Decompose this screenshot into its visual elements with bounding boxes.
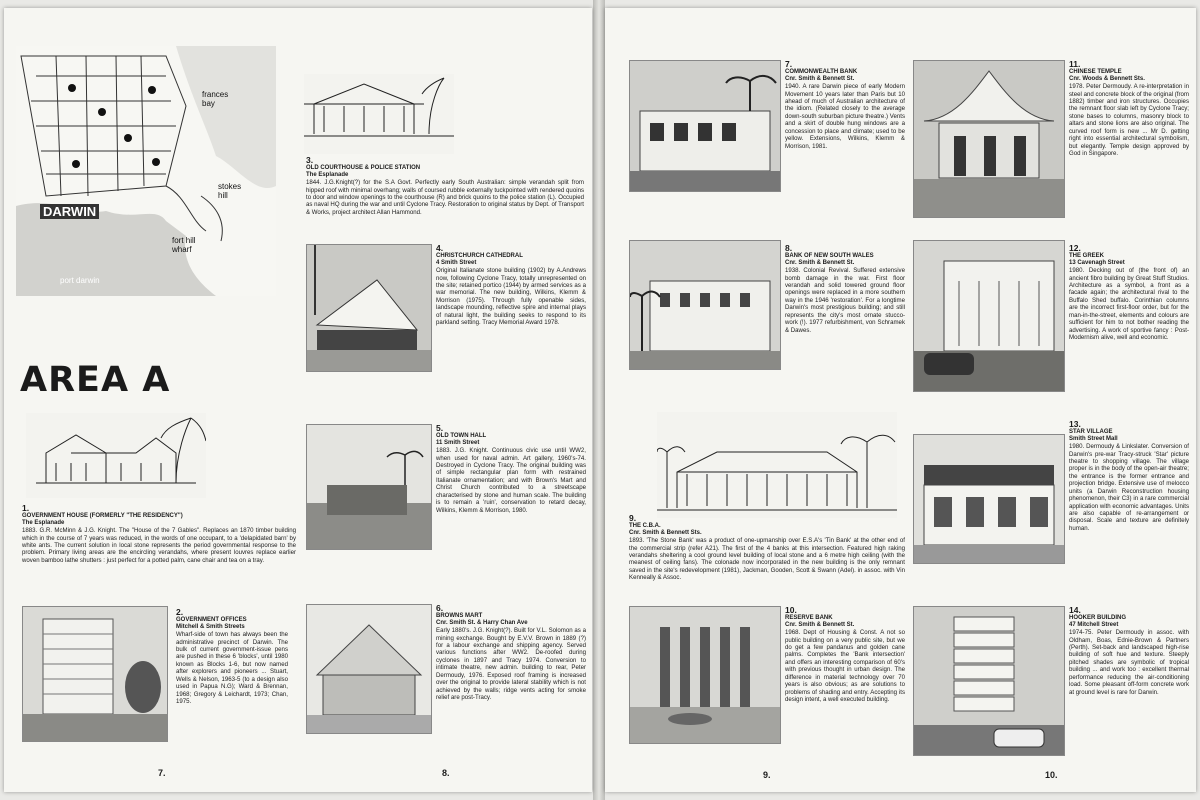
entry-address: Cnr. Smith & Bennett St. <box>785 259 855 266</box>
page-number-10: 10. <box>1045 770 1058 780</box>
entry-7 <box>785 60 905 150</box>
entry-title: GOVERNMENT OFFICES <box>176 616 247 623</box>
entry-address: 4 Smith Street <box>436 259 477 266</box>
entry-number: 12. <box>1069 243 1081 253</box>
page-number-8: 8. <box>442 768 450 778</box>
entry-body: Original Italianate stone building (1902) by A.Andrews now, following Cyclone Tracy, totally unrepresented on the site; retained portico (1944) by armed services as a war memorial. The new building, Wilkins, Klemm & Morrison (1975). Through fully openable sides, landscape mounding, reflective spire and internal plays of natural light, the building seeks to respond to its parkland setting. Tracy Memorial Award 1978. <box>436 267 586 327</box>
entry-8 <box>785 244 905 334</box>
entry-number: 11. <box>1069 59 1081 69</box>
entry-title: THE GREEK <box>1069 252 1105 259</box>
entry-number: 6. <box>436 603 444 613</box>
entry-body: Wharf-side of town has always been the administrative precinct of Darwin. The bulk of current government-issue pens are pushed in these 6 'blocks', until 1980 known as Blocks 1-6, but now named after explorers and pioneers ... Stuart, Wells & Nelson, 1963-5 (to a design also used in Papua N.G); Ward & Brennan, 1968; Gregory & Leichardt, 1973; Chan, 1975. <box>176 631 288 705</box>
photo-old-town-hall <box>306 424 432 550</box>
photo-browns-mart <box>306 604 432 734</box>
page-number-7: 7. <box>158 768 166 778</box>
area-title: AREA A <box>20 360 171 400</box>
entry-number: 10. <box>785 605 797 615</box>
entry-5 <box>436 424 586 514</box>
entry-number: 2. <box>176 607 184 617</box>
entry-12 <box>1069 244 1189 341</box>
entry-address: Cnr. Smith & Bennett St. <box>785 75 855 82</box>
left-page <box>4 8 592 792</box>
entry-title: COMMONWEALTH BANK <box>785 68 858 75</box>
entry-body: 1978. Peter Dermoudy. A re-interpretation in steel and concrete block of the original (from 1882) timber and iron structures. Occupies the remnant floor slab left by Cyclone Tracy; stone bases to columns, masonry block to altars and stone lions are also original. The curved roof form is new ... Mr D. getting right into essential architectural symbolism, but elegantly. Temple design approved by God in Singapore. <box>1069 83 1189 157</box>
entry-number: 9. <box>629 513 637 523</box>
entry-title: GOVERNMENT HOUSE (FORMERLY "THE RESIDENCY") <box>22 512 183 519</box>
photo-star-village <box>913 434 1065 564</box>
entry-number: 4. <box>436 243 444 253</box>
entry-body: Early 1880's. J.G. Knight(?). Built for V.L. Solomon as a mining exchange. Bought by E.V.V. Brown in 1889 (?) for a labour exchange and shipping agency. Served various functions after WW2. De-roofed during cyclones in 1897 and Tracy 1974. Conversion to intimate theatre, new admin. building to rear, Peter Dermoudy, 1976. Exposed roof framing is increased over the original to provide lateral stability which is not achieved by the walls; ridge vents acting for smoke relief are post-Tracy. <box>436 627 586 701</box>
entry-body: 1968. Dept of Housing & Const. A not so public building on a very public site, but we do get a few pandanus and golden cane palms. Completes the 'Bank intersection' and offers an interesting comparison of 60's with previous thought in urban design. The difference in material technology over 70 years is also obvious; as are solutions to problems of shading and entry. Accepting its design intent, a well executed building. <box>785 629 905 703</box>
entry-title: OLD COURTHOUSE & POLICE STATION <box>306 164 421 171</box>
entry-body: 1980. Decking out of (the front of) an ancient fibro building by Great Stuff Studios. Architecture as a symbol, a front as a facade again; the architectural rival to the Buffalo Shed buffalo. Corinthian columns are the incorrect first-floor order, but for the man-in-the-street, elements and colours are sufficient for him to not bother reading the advertising. A work of sportive fancy : Post-Modernism alive, well and economic. <box>1069 267 1189 341</box>
entry-body: 1893. 'The Stone Bank' was a product of one-upmanship over E.S.A's 'Tin Bank' at the other end of the commercial strip (refer A21). The first of the 4 banks at this intersection. Featured high raking verandahs sheltering a cool ground level building of local stone and a 6 metre high ceiling (with the meanest of ceiling fans). The colonade now incorporated in the new building is the only remnant saved in the site's redevelopment (1981), Jackman, Gooden, Scott & Swann (Adel). in assoc. with Vin Kenneally & Assoc. <box>629 537 905 582</box>
entry-title: BANK OF NEW SOUTH WALES <box>785 252 874 259</box>
area-map <box>16 46 276 296</box>
entry-title: STAR VILLAGE <box>1069 428 1113 435</box>
entry-body: 1844. J.G.Knight(?) for the S.A Govt. Perfectly early South Australian: simple verandah split from hipped roof with minimal overhang; walls of coursed rubble externally tuckpointed with rendered quoins to door and window openings to the courthouse (R) and brick quoins to the police station (L). Occupied as naval HQ during the war and until Cyclone Tracy. Restoration to original status by Dept. of Transport & Works, project architect Allan Hammond. <box>306 179 584 216</box>
map-label-fort-hill-wharf: fort hill wharf <box>172 236 196 254</box>
entry-number: 5. <box>436 423 444 433</box>
entry-address: 11 Smith Street <box>436 439 480 446</box>
entry-address: Smith Street Mall <box>1069 435 1118 442</box>
photo-commonwealth-bank <box>629 60 781 192</box>
entry-number: 14. <box>1069 605 1081 615</box>
entry-1 <box>22 504 296 564</box>
photo-bank-of-new-south-wales <box>629 240 781 370</box>
entry-2 <box>176 608 288 705</box>
entry-title: BROWNS MART <box>436 612 483 619</box>
entry-address: Cnr. Smith St. & Harry Chan Ave <box>436 619 528 626</box>
entry-body: 1938. Colonial Revival. Suffered extensive bomb damage in the war. First floor verandah and solid towered ground floor openings were replaced in a more southern way in the 1946 'restoration'. For a longtime Darwin's most prestigious building; and still represents the city's most ornate stucco-work (!). 1977 refurbishment, von Schramek & Dawes. <box>785 267 905 334</box>
entry-address: The Esplanade <box>22 519 65 526</box>
photo-chinese-temple <box>913 60 1065 218</box>
entry-address: Cnr. Smith & Bennett Sts. <box>629 529 702 536</box>
entry-body: 1940. A rare Darwin piece of early Modern Movement 10 years later than Paris but 10 ahead of much of Australian architecture of the idiom. (Related closely to the average down-south suburban picture theatre.) Vents and a skirt of double hung windows are a concession to place and climate; used to be yellow. Extensions, Wilkins, Klemm & Morrison, 1981. <box>785 83 905 150</box>
map-label-darwin: DARWIN <box>40 204 99 219</box>
sketch-cba-stone-bank <box>657 412 897 518</box>
entry-14 <box>1069 606 1189 696</box>
entry-body: 1974-75. Peter Dermoudy in assoc. with Oldham, Boas, Ednie-Brown & Partners (Perth). Set-back and landscaped high-rise building of soft hue and texture. Steeply pitched shades are symbolic of tropical building ... and work too : excellent thermal performance reducing the air-conditioning load. Some pleasant off-form concrete work at ground level is rare for Darwin. <box>1069 629 1189 696</box>
entry-4 <box>436 244 586 327</box>
entry-number: 13. <box>1069 419 1081 429</box>
photo-government-offices <box>22 606 168 742</box>
entry-body: 1883. G.R. McMinn & J.G. Knight. The "House of the 7 Gables". Replaces an 1870 timber building which in the course of 7 years was reduced, in the words of one occupant, to a 'delapidated barn' by white ants. The current solution in local stone represents the period governmental response to the problem. Primary living areas are the encircling verandahs, where present louvres replace earlier woven bamboo lathe shutters : just perfect for a potted palm, cane chair and tea on a tray. <box>22 527 296 564</box>
entry-address: Cnr. Woods & Bennett Sts. <box>1069 75 1145 82</box>
entry-10 <box>785 606 905 703</box>
entry-title: RESERVE BANK <box>785 614 833 621</box>
map-label-stokes-hill: stokes hill <box>218 182 242 200</box>
entry-number: 7. <box>785 59 793 69</box>
map-label-frances-bay: frances bay <box>202 90 229 108</box>
page-number-9: 9. <box>763 770 771 780</box>
entry-address: 13 Cavenagh Street <box>1069 259 1125 266</box>
photo-hooker-building <box>913 606 1065 756</box>
entry-title: CHRISTCHURCH CATHEDRAL <box>436 252 523 259</box>
entry-address: The Esplanade <box>306 171 349 178</box>
right-page <box>605 8 1196 792</box>
book-gutter <box>593 0 605 800</box>
entry-body: 1883. J.G. Knight. Continuous civic use until WW2, when used for naval admin. Art gallery, 1960's-74. Destroyed in Cyclone Tracy. The original building was of simple rectangular plan form with restrained Italianate ornamentation; and with Brown's Mart and Christ Church contributed to a streetscape characterised by stone and human scale. The building is to remain a 'ruin', conservation to retard decay, Wilkins, Klemm & Morrison, 1980. <box>436 447 586 514</box>
photo-christchurch-cathedral <box>306 244 432 372</box>
entry-9 <box>629 514 905 582</box>
sketch-government-house <box>26 413 206 498</box>
entry-6 <box>436 604 586 701</box>
entry-address: 47 Mitchell Street <box>1069 621 1119 628</box>
entry-title: THE C.B.A. <box>629 522 661 529</box>
entry-number: 3. <box>306 155 314 165</box>
entry-address: Mitchell & Smith Streets <box>176 623 245 630</box>
entry-number: 1. <box>22 503 30 513</box>
entry-13 <box>1069 420 1189 532</box>
entry-title: OLD TOWN HALL <box>436 432 487 439</box>
entry-address: Cnr. Smith & Bennett St. <box>785 621 855 628</box>
photo-the-greek <box>913 240 1065 392</box>
entry-3 <box>306 156 584 216</box>
entry-title: HOOKER BUILDING <box>1069 614 1126 621</box>
photo-reserve-bank <box>629 606 781 744</box>
map-label-port-darwin: port darwin <box>60 276 100 285</box>
entry-body: 1980. Dermoudy & Linkslater. Conversion of Darwin's pre-war Tracy-struck 'Star' picture theatre to shopping village. The village proper is in the body of the open-air theatre; the entrance is the former entrance and projection bridge. Extensive use of melocco units (a Darwin Reconstruction housing phenomenon, their C3) in a rare commercial application with economic advantages. Units are also capable of re-arrangement or disposal. Scale and texture are definitely human. <box>1069 443 1189 532</box>
entry-11 <box>1069 60 1189 157</box>
entry-title: CHINESE TEMPLE <box>1069 68 1122 75</box>
sketch-old-courthouse <box>304 74 454 154</box>
entry-number: 8. <box>785 243 793 253</box>
